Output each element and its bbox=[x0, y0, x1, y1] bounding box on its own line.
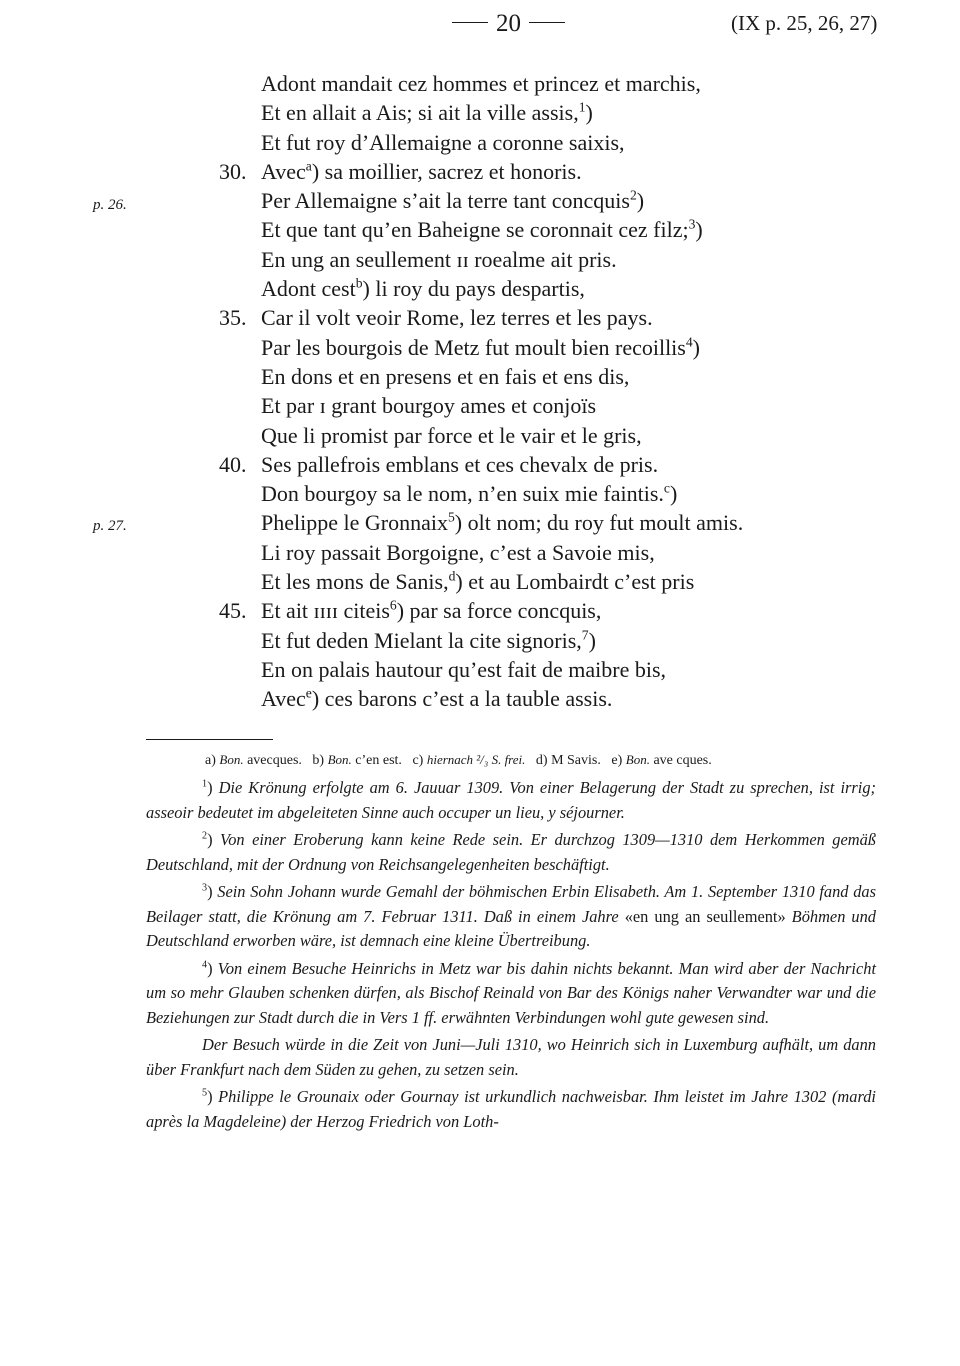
verse-text-main: Par les bourgois de Metz fut moult bien recoillis bbox=[261, 334, 686, 360]
verse-text-tail: ) li roy du pays despartis, bbox=[362, 276, 585, 302]
verse-line bbox=[0, 628, 960, 657]
verse-text-tail: ) sa moillier, sacrez et honoris. bbox=[311, 158, 582, 184]
verse-line bbox=[0, 247, 960, 276]
footnote-text: Die Krönung erfolgte am 6. Jauuar 1309. Von einer Belagerung der Stadt zu sprechen, ist irrig; asseoir bedeutet im abgeleiteten Sinne auch occuper un lieu, y séjourner. bbox=[146, 778, 876, 822]
verse-text bbox=[261, 481, 677, 507]
critical-apparatus bbox=[205, 752, 712, 769]
variant-d-mark: d) bbox=[535, 753, 548, 768]
verse-number: 35. bbox=[219, 305, 247, 331]
variant-a-source: Bon. bbox=[219, 752, 244, 767]
verse-text-tail: ) bbox=[695, 217, 703, 243]
footnote-text-cont: Böhmen und Deutschland erworben wäre, ist demnach eine kleine Übertreibung. bbox=[146, 906, 876, 950]
verse-text bbox=[261, 628, 596, 654]
verse-line bbox=[0, 598, 960, 627]
verse-line bbox=[0, 130, 960, 159]
verse-text-main: Et fut roy d’Allemaigne a coronne saixis, bbox=[261, 129, 625, 155]
verse-text bbox=[261, 598, 601, 624]
verse-text-main: En ung an seullement ɪɪ roealme ait pris. bbox=[261, 246, 617, 272]
verse-text-main: Avec bbox=[261, 158, 306, 184]
verse-text-main: Et que tant qu’en Baheigne se coronnait cez filz; bbox=[261, 217, 689, 243]
verse-text bbox=[261, 393, 596, 419]
verse-text bbox=[261, 305, 653, 331]
verse-text bbox=[261, 247, 617, 273]
verse-line bbox=[0, 100, 960, 129]
verse-text bbox=[261, 657, 666, 683]
verse-number: 30. bbox=[219, 158, 247, 184]
note-reference: 6 bbox=[389, 598, 397, 614]
variant-e-text: ave cques. bbox=[653, 753, 712, 768]
verse-line bbox=[0, 71, 960, 100]
verse-text-main: Et en allait a Ais; si ait la ville assis, bbox=[261, 100, 579, 126]
verse-text bbox=[261, 335, 700, 361]
verse-block bbox=[0, 71, 960, 716]
verse-text bbox=[261, 540, 655, 566]
verse-text-main: Adont mandait cez hommes et princez et marchis, bbox=[261, 71, 701, 96]
verse-text-tail: ) bbox=[585, 100, 593, 126]
margin-note-p26: p. 26. bbox=[93, 197, 127, 213]
verse-line bbox=[0, 276, 960, 305]
verse-text-main: Li roy passait Borgoigne, c’est a Savoie mis, bbox=[261, 539, 655, 565]
verse-line bbox=[0, 510, 960, 539]
verse-text-tail: ) ces barons c’est a la tauble assis. bbox=[311, 686, 613, 712]
note-reference: e bbox=[305, 685, 312, 701]
note-reference: 1 bbox=[578, 99, 586, 115]
footnote-4-continued: Der Besuch würde in die Zeit von Juni—Juli 1310, wo Heinrich sich in Luxemburg aufhält, um dann über Frankfurt nach dem Süden zu gehen, zu setzen sein. bbox=[146, 1035, 876, 1079]
note-reference: b bbox=[355, 275, 363, 291]
verse-text-tail: ) et au Lombairdt c’est pris bbox=[455, 569, 695, 595]
verse-text-main: En dons et en presens et en fais et ens dis, bbox=[261, 363, 630, 389]
note-reference: d bbox=[448, 568, 456, 584]
page-reference: (IX p. 25, 26, 27) bbox=[731, 11, 878, 35]
footnotes bbox=[146, 776, 876, 1137]
verse-text bbox=[261, 188, 644, 214]
note-reference: 5 bbox=[447, 510, 455, 526]
footnote-quote: «en ung an seullement» bbox=[624, 906, 786, 926]
variant-e-mark: e) bbox=[611, 753, 623, 768]
margin-note-p27: p. 27. bbox=[93, 518, 127, 534]
footnote-text: Von einem Besuche Heinrichs in Metz war bis dahin nichts bekannt. Man wird aber der Nachricht um so mehr Glauben schenken dürfen, als Bischof Reinald von Bar des Königs naher Verwandter war und die Beziehungen zur Stadt durch die in Vers 1 ff. erwähnten Verbindungen wohl gute gewesen sind. bbox=[146, 958, 876, 1027]
verse-text-main: Avec bbox=[261, 686, 306, 712]
verse-text bbox=[261, 364, 629, 390]
verse-text-main: En on palais hautour qu’est fait de maibre bis, bbox=[261, 656, 667, 682]
verse-text-tail: ) bbox=[588, 627, 596, 653]
verse-text-main: Adont cest bbox=[261, 276, 356, 302]
verse-text-main: Car il volt veoir Rome, lez terres et les pays. bbox=[261, 305, 653, 331]
footnote-text: Von einer Eroberung kann keine Rede sein. Er durchzog 1309—1310 dem Herkommen gemäß Deutschland, mit der Ordnung von Reichsangelegenheiten beschäftigt. bbox=[146, 830, 876, 874]
verse-line bbox=[0, 217, 960, 246]
variant-a-mark: a) bbox=[205, 753, 216, 768]
footnote-text: Sein Sohn Johann wurde Gemahl der böhmischen Erbin Elisabeth. Am 1. September 1310 fand das Beilager statt, die Krönung am 7. Februar 1311. Daß in einem Jahre bbox=[146, 882, 876, 926]
verse-text bbox=[261, 686, 612, 712]
header-dash-left bbox=[452, 22, 488, 23]
variant-e-source: Bon. bbox=[625, 752, 650, 767]
verse-text bbox=[261, 159, 582, 185]
verse-line bbox=[0, 305, 960, 334]
verse-text-main: Que li promist par force et le vair et le gris, bbox=[261, 422, 642, 448]
footnote-rule bbox=[146, 739, 273, 740]
note-reference: 7 bbox=[581, 627, 589, 643]
variant-b-text: c’en est. bbox=[355, 753, 402, 768]
verse-text-main: Phelippe le Gronnaix bbox=[261, 510, 448, 536]
verse-text-main: Et ait ɪɪɪɪ citeis bbox=[261, 598, 390, 624]
verse-number: 45. bbox=[219, 598, 247, 624]
verse-text bbox=[261, 510, 743, 536]
note-reference: c bbox=[663, 480, 670, 496]
verse-text bbox=[261, 569, 694, 595]
verse-line bbox=[0, 423, 960, 452]
footnote-1: $^1$) Die Krönung erfolgte am 6. Jauuar 1309. Von einer Belagerung der Stadt zu sprechen, ist irrig; asseoir bedeutet im abgeleiteten Sinne auch occuper un lieu, y séjourner. bbox=[146, 778, 876, 822]
footnote-marker: 3 bbox=[202, 882, 208, 894]
page-number: 20 bbox=[496, 10, 521, 37]
verse-line bbox=[0, 540, 960, 569]
footnote-marker: 2 bbox=[202, 830, 208, 842]
footnote-4: $^4$) Von einem Besuche Heinrichs in Metz war bis dahin nichts bekannt. Man wird aber der Nachricht um so mehr Glauben schenken dürfen, als Bischof Reinald von Bar des Königs naher Verwandter war und die Beziehungen zur Stadt durch die in Vers 1 ff. erwähnten Verbindungen wohl gute gewesen sind. bbox=[146, 958, 876, 1027]
verse-text-tail: ) bbox=[692, 334, 700, 360]
variant-a-text: avecques. bbox=[247, 753, 302, 768]
verse-text-tail: ) par sa force concquis, bbox=[396, 598, 602, 624]
verse-text bbox=[261, 276, 585, 302]
verse-text-main: Et par ɪ grant bourgoy ames et conjoïs bbox=[261, 393, 597, 419]
note-reference: 4 bbox=[685, 334, 693, 350]
verse-text bbox=[261, 217, 703, 243]
footnote-marker: 1 bbox=[202, 778, 208, 790]
verse-text bbox=[261, 100, 593, 126]
verse-text bbox=[261, 130, 625, 156]
verse-line bbox=[0, 481, 960, 510]
note-reference: 2 bbox=[629, 187, 637, 203]
variant-c-mark: c) bbox=[412, 753, 424, 768]
note-reference: 3 bbox=[688, 217, 696, 233]
verse-line bbox=[0, 364, 960, 393]
footnote-3: $^3$) Sein Sohn Johann wurde Gemahl der böhmischen Erbin Elisabeth. Am 1. September 1310 fand das Beilager statt, die Krönung am 7. Februar 1311. Daß in einem Jahre «en ung an seullement» Böhmen und Deutschland erworben wäre, ist demnach eine kleine Übertreibung. bbox=[146, 882, 876, 950]
variant-d-text: M Savis. bbox=[551, 753, 601, 768]
verse-text-tail: ) bbox=[669, 481, 678, 507]
verse-text-main: Et les mons de Sanis, bbox=[261, 569, 449, 595]
verse-text bbox=[261, 452, 658, 478]
variant-b-mark: b) bbox=[312, 753, 325, 768]
verse-number: 40. bbox=[219, 451, 247, 477]
verse-text-main: Et fut deden Mielant la cite signoris, bbox=[261, 627, 582, 653]
footnote-text: Philippe le Grounaix oder Gournay ist urkundlich nachweisbar. Ihm leistet im Jahre 1302 (mardi après la Magdeleine) der Herzog Friedrich von Loth- bbox=[146, 1087, 876, 1131]
verse-text bbox=[261, 423, 642, 449]
verse-line bbox=[0, 657, 960, 686]
footnote-marker: 5 bbox=[202, 1087, 208, 1099]
verse-line bbox=[0, 335, 960, 364]
verse-line bbox=[0, 188, 960, 217]
verse-line bbox=[0, 159, 960, 188]
note-reference: a bbox=[305, 158, 312, 174]
verse-text-main: Don bourgoy sa le nom, n’en suix mie faintis. bbox=[261, 481, 664, 507]
footnote-2: $^2$) Von einer Eroberung kann keine Rede sein. Er durchzog 1309—1310 dem Herkommen gemäß Deutschland, mit der Ordnung von Reichsangelegenheiten beschäftigt. bbox=[146, 830, 876, 874]
verse-text bbox=[261, 71, 701, 97]
verse-line bbox=[0, 686, 960, 715]
verse-text-tail: ) olt nom; du roy fut moult amis. bbox=[454, 510, 744, 536]
variant-c-source: hiernach ²/₃ S. frei. bbox=[426, 752, 526, 767]
verse-line bbox=[0, 452, 960, 481]
footnote-marker: 4 bbox=[202, 959, 208, 971]
header-dash-right bbox=[529, 22, 565, 23]
verse-text-main: Ses pallefrois emblans et ces chevalx de pris. bbox=[261, 451, 659, 477]
variant-b-source: Bon. bbox=[327, 752, 352, 767]
footnote-5: $^5$) Philippe le Grounaix oder Gournay ist urkundlich nachweisbar. Ihm leistet im Jahre 1302 (mardi après la Magdeleine) der Herzog Friedrich von Loth- bbox=[146, 1087, 876, 1131]
verse-line bbox=[0, 569, 960, 598]
verse-text-tail: ) bbox=[636, 188, 645, 214]
verse-text-main: Per Allemaigne s’ait la terre tant concquis bbox=[261, 188, 630, 214]
verse-line bbox=[0, 393, 960, 422]
